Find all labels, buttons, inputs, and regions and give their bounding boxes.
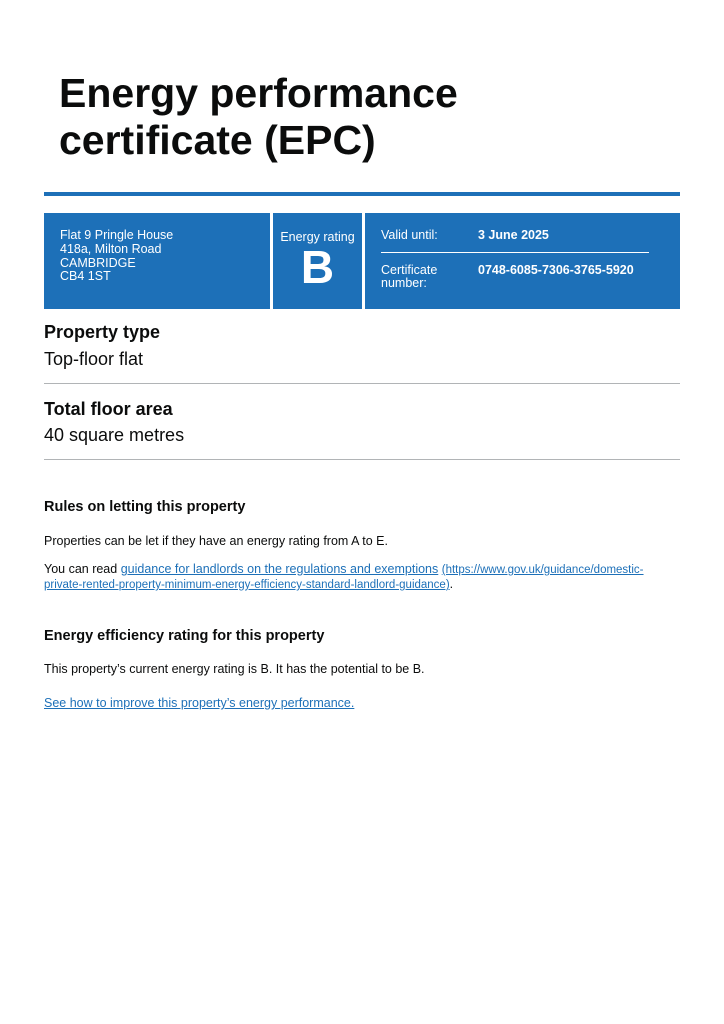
energy-rating-letter: B [300,241,335,293]
address-line-4: CB4 1ST [60,269,111,284]
guidance-url-2[interactable]: private-rented-property-minimum-energy-efficiency-standard-landlord-guidance) [44,579,450,591]
section-divider [44,383,680,384]
energy-rating-label: Energy rating [280,230,355,244]
energy-rating-box [273,213,362,309]
letting-rules-text: Properties can be let if they have an energy rating from A to E. [44,534,388,548]
guidance-url-1[interactable]: (https://www.gov.uk/guidance/domestic- [441,564,644,576]
title-line-2: certificate (EPC) [59,117,376,163]
section-divider [44,459,680,460]
certificate-number-row [381,264,649,291]
title-line-1: Energy performance [59,70,458,116]
letting-rules-heading: Rules on letting this property [44,499,246,515]
landlord-guidance-link[interactable]: guidance for landlords on the regulations and exemptions [120,562,439,576]
improve-performance-link[interactable]: See how to improve this property’s energy performance. [44,696,355,710]
certificate-number-value: 0748-6085-7306-3765-5920 [478,262,634,277]
guidance-prefix: You can read [44,562,121,576]
letting-guidance-text [44,562,664,592]
epc-summary-panel [44,213,680,309]
floor-area-heading: Total floor area [44,399,173,419]
page-title [59,70,619,164]
guidance-suffix: . [449,577,454,591]
certificate-number-label: Certificate number: [381,262,438,290]
valid-until-value: 3 June 2025 [478,228,549,242]
improve-paragraph [44,696,664,710]
address-line-3: CAMBRIDGE [60,255,136,270]
property-address [44,213,270,309]
address-line-1: Flat 9 Pringle House [60,228,174,242]
floor-area-value: 40 square metres [44,425,185,445]
property-type-value: Top-floor flat [44,349,144,369]
efficiency-heading: Energy efficiency rating for this property [44,628,325,644]
valid-until-row [381,229,649,253]
certificate-details [365,213,680,309]
efficiency-text: This property’s current energy rating is B. It has the potential to be B. [44,662,425,676]
property-type-heading: Property type [44,322,161,342]
valid-until-label: Valid until: [381,228,438,242]
title-divider [44,192,680,196]
address-line-2: 418a, Milton Road [60,241,162,256]
